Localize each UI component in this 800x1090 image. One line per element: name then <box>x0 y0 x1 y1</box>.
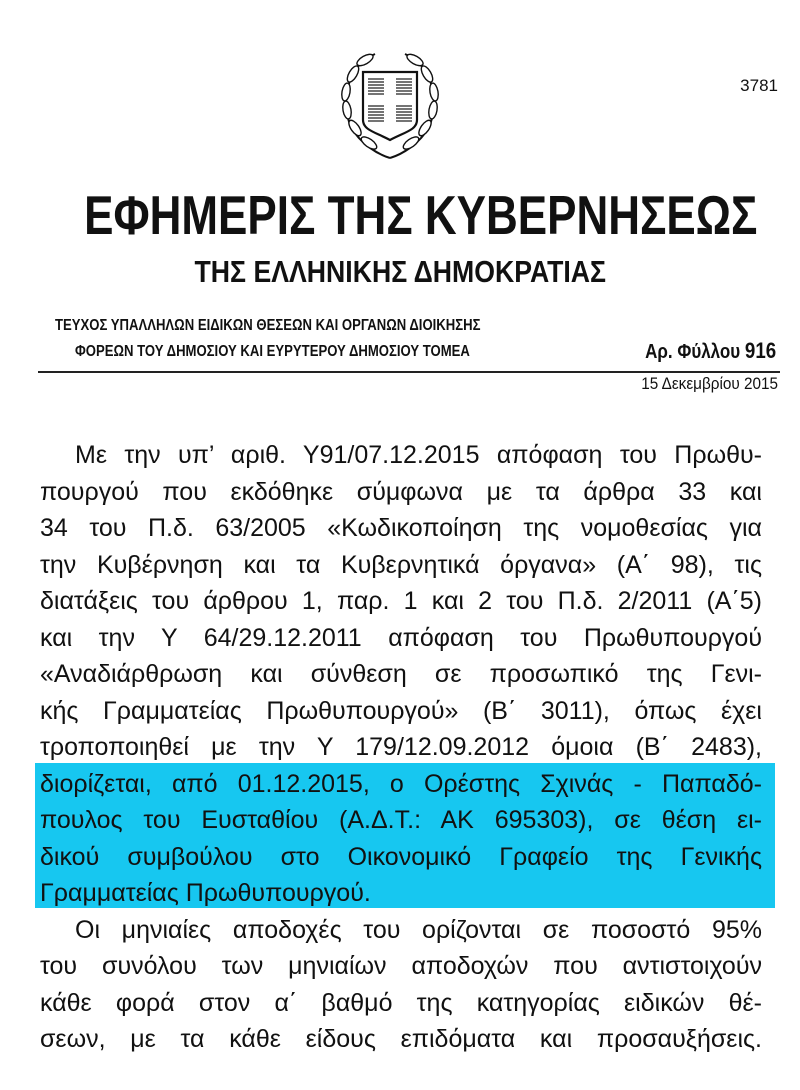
sheet-number <box>645 338 776 364</box>
text-line: κής Γραμματείας Πρωθυπουργού» (Β΄ 3011), όπως έχει <box>40 697 762 725</box>
issue-date: 15 Δεκεμβρίου 2015 <box>641 374 778 393</box>
text-line: του συνόλου των μηνιαίων αποδοχών που αντιστοιχούν <box>40 952 762 980</box>
highlighted-text-line: Γραμματείας Πρωθυπουργού. <box>40 879 371 907</box>
greek-coat-of-arms-emblem <box>335 40 445 165</box>
issue-series-line-1: ΤΕΥΧΟΣ ΥΠΑΛΛΗΛΩΝ ΕΙΔΙΚΩΝ ΘΕΣΕΩΝ ΚΑΙ ΟΡΓΑΝΩΝ ΔΙΟΙΚΗΣΗΣ <box>55 317 481 334</box>
highlighted-text-line: πουλος του Ευσταθίου (Α.Δ.Τ.: ΑΚ 695303), σε θέση ει- <box>40 806 762 834</box>
highlighted-text-line: διορίζεται, από 01.12.2015, ο Ορέστης Σχινάς - Παπαδό- <box>40 770 762 798</box>
text-line: και την Υ 64/29.12.2011 απόφαση του Πρωθυπουργού <box>40 624 762 652</box>
sheet-label: Αρ. Φύλλου <box>644 341 741 363</box>
gazette-subtitle <box>0 254 800 290</box>
text-line: διατάξεις του άρθρου 1, παρ. 1 και 2 του Π.δ. 2/2011 (Α΄5) <box>40 587 762 615</box>
text-line: σεων, με τα κάθε είδους επιδόματα και προσαυξήσεις. <box>40 1025 762 1053</box>
highlighted-text-line: δικού συμβούλου στο Οικονομικό Γραφείο της Γενικής <box>40 843 762 871</box>
text-line: «Αναδιάρθρωση και σύνθεση σε προσωπικό της Γενι- <box>40 660 762 688</box>
sheet-number-value: 916 <box>744 338 776 363</box>
text-line: την Κυβέρνηση και τα Κυβερνητικά όργανα» (Α΄ 98), τις <box>40 551 762 579</box>
gazette-title-text: ΕΦΗΜΕΡΙΣ ΤΗΣ ΚΥΒΕΡΝΗΣΕΩΣ <box>84 184 758 246</box>
text-line: Με την υπ’ αριθ. Υ91/07.12.2015 απόφαση του Πρωθυ- <box>75 441 762 469</box>
header-divider <box>38 371 780 373</box>
text-line: Οι μηνιαίες αποδοχές του ορίζονται σε ποσοστό 95% <box>75 916 762 944</box>
text-line: τροποποιηθεί με την Υ 179/12.09.2012 όμοια (Β΄ 2483), <box>40 733 762 761</box>
gazette-title <box>0 183 800 247</box>
text-line: κάθε φορά στον α΄ βαθμό της κατηγορίας ειδικών θέ- <box>40 989 762 1017</box>
page-number: 3781 <box>740 76 778 95</box>
text-line: 34 του Π.δ. 63/2005 «Κωδικοποίηση της νομοθεσίας για <box>40 514 762 542</box>
gazette-subtitle-text: ΤΗΣ ΕΛΛΗΝΙΚΗΣ ΔΗΜΟΚΡΑΤΙΑΣ <box>194 254 606 289</box>
text-line: πουργού που εκδόθηκε σύμφωνα με τα άρθρα 33 και <box>40 478 762 506</box>
issue-series-line-2: ΦΟΡΕΩΝ ΤΟΥ ΔΗΜΟΣΙΟΥ ΚΑΙ ΕΥΡΥΤΕΡΟΥ ΔΗΜΟΣΙΟΥ ΤΟΜΕΑ <box>75 343 470 360</box>
